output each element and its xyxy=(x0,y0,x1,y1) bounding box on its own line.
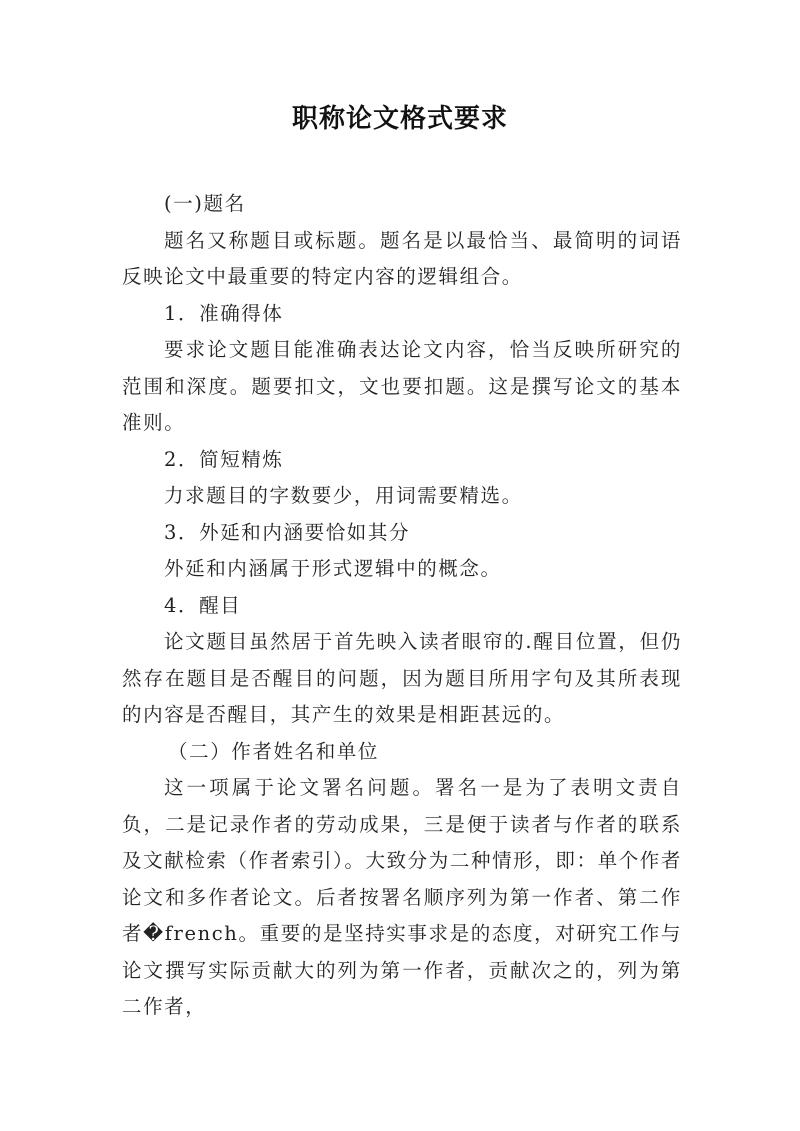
paragraph-concise: 力求题目的字数要少，用词需要精选。 xyxy=(164,484,523,507)
subheading-concise: 2．简短精炼 xyxy=(164,447,284,471)
paragraph-title-definition: 题名又称题目或标题。题名是以最恰当、最简明的词语反映论文中最重要的特定内容的逻辑组合。 xyxy=(122,228,682,288)
paragraph-eye-catching: 论文题目虽然居于首先映入读者眼帘的.醒目位置，但仍然存在题目是否醒目的问题，因为题目所用字句及其所表现的内容是否醒目，其产生的效果是相距甚远的。 xyxy=(122,630,682,726)
document-body xyxy=(122,186,682,1026)
paragraph-extension: 外延和内涵属于形式逻辑中的概念。 xyxy=(164,557,502,580)
paragraph-accurate: 要求论文题目能准确表达论文内容，恰当反映所研究的范围和深度。题要扣文，文也要扣题。这是撰写论文的基本准则。 xyxy=(122,338,682,434)
section-heading-title: (一)题名 xyxy=(164,192,246,215)
subheading-eye-catching: 4．醒目 xyxy=(164,593,242,617)
document-title: 职称论文格式要求 xyxy=(291,104,508,134)
paragraph-author: 这一项属于论文署名问题。署名一是为了表明文责自负，二是记录作者的劳动成果，三是便于读者与作者的联系及文献检索（作者索引）。大致分为二种情形，即：单个作者论文和多作者论文。后者按署名顺序列为第一作者、第二作者�french。重要的是坚持实事求是的态度，对研究工作与论文撰写实际贡献大的列为第一作者，贡献次之的，列为第二作者， xyxy=(122,776,682,1018)
subheading-extension: 3．外延和内涵要恰如其分 xyxy=(164,520,411,544)
subheading-accurate: 1．准确得体 xyxy=(164,301,284,325)
section-heading-author: （二）作者姓名和单位 xyxy=(168,739,380,763)
